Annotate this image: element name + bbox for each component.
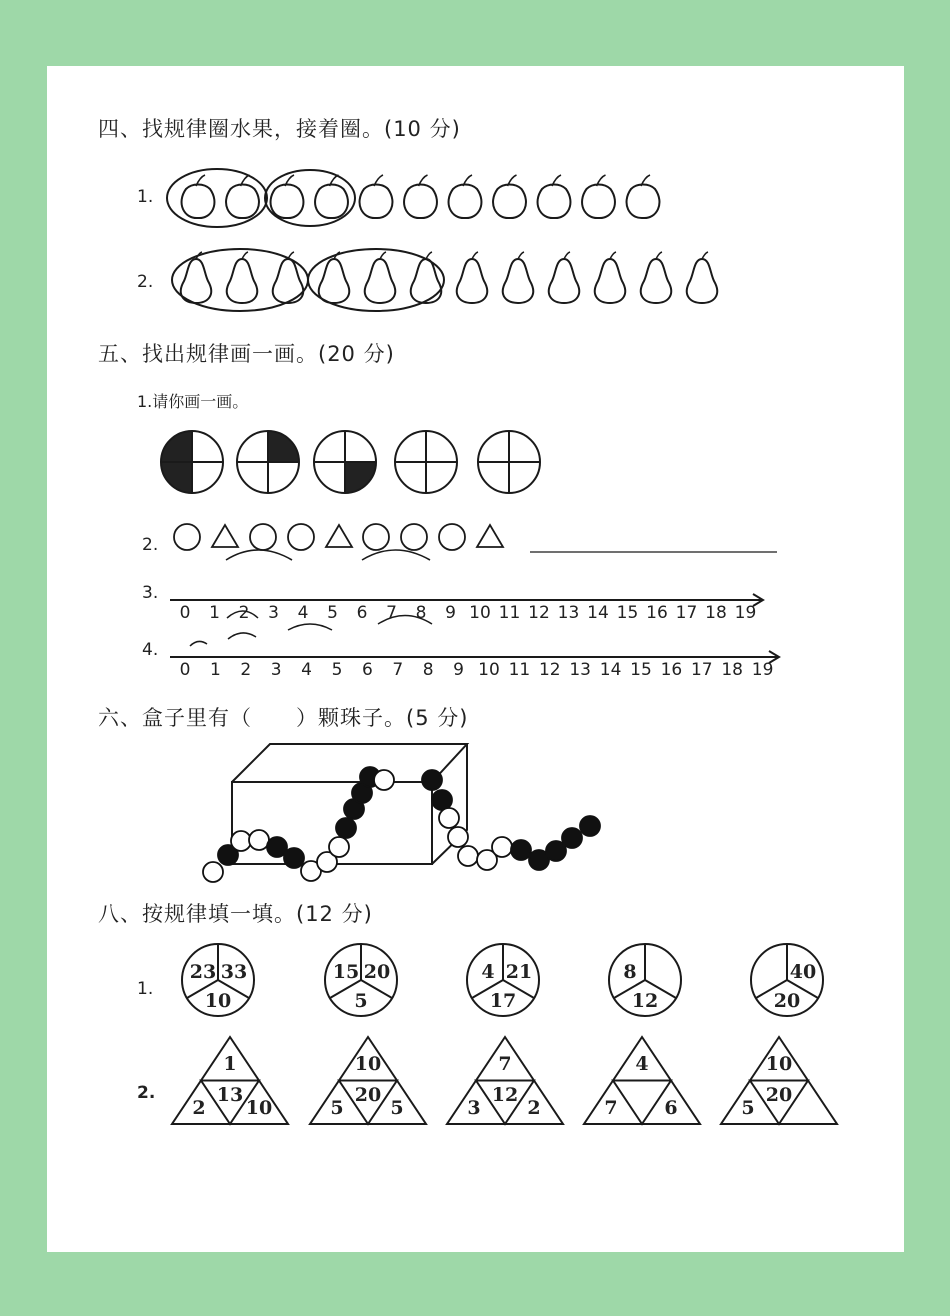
pear-icon xyxy=(181,259,211,303)
section-4-heading: 四、找规律圈水果，接着圈。(10 分) xyxy=(98,117,461,141)
tick-label: 6 xyxy=(356,603,368,623)
wheel-divider xyxy=(472,980,503,998)
inner-triangle xyxy=(750,1081,808,1125)
triangle-center-value: 20 xyxy=(354,1083,382,1106)
inner-triangle xyxy=(339,1081,397,1125)
pear-icon xyxy=(227,259,257,303)
apple-icon xyxy=(182,185,215,219)
black-bead xyxy=(511,840,531,860)
triangle-top-value: 1 xyxy=(223,1053,237,1075)
tick-label: 16 xyxy=(646,603,668,623)
pattern-arc xyxy=(362,550,430,560)
tick-label: 15 xyxy=(630,660,652,680)
q8-circles-label: 1. xyxy=(137,979,154,999)
white-bead xyxy=(439,808,459,828)
black-bead xyxy=(336,818,356,838)
apple-icon xyxy=(538,185,571,219)
tick-label: 19 xyxy=(751,660,774,680)
section-5-heading: 五、找出规律画一画。(20 分) xyxy=(98,342,395,366)
tick-label: 12 xyxy=(528,603,550,623)
circle-shape xyxy=(401,524,427,550)
inner-triangle xyxy=(476,1081,534,1125)
triangle-right-value: 6 xyxy=(664,1097,678,1119)
triangle-left-value: 5 xyxy=(741,1097,755,1119)
white-bead xyxy=(492,837,512,857)
triangle-shape xyxy=(326,525,352,547)
tick-label: 4 xyxy=(301,660,313,680)
white-bead xyxy=(203,862,223,882)
pear-stem xyxy=(426,252,432,259)
tick-label: 15 xyxy=(616,603,639,623)
wheel-bottom-value: 10 xyxy=(204,990,232,1012)
pear-icon xyxy=(457,259,487,303)
circle-shape xyxy=(363,524,389,550)
tick-label: 8 xyxy=(422,660,434,680)
inner-triangle xyxy=(201,1081,259,1125)
black-bead xyxy=(432,790,452,810)
white-bead xyxy=(374,770,394,790)
q5-sub3-label: 3. xyxy=(142,583,159,603)
wheel-top-right-value: 33 xyxy=(220,961,248,983)
apple-icon xyxy=(449,185,482,219)
tick-label: 3 xyxy=(268,603,279,623)
pear-stem xyxy=(242,252,248,259)
pear-icon xyxy=(641,259,671,303)
tick-label: 6 xyxy=(361,660,373,680)
black-bead xyxy=(562,828,582,848)
wheel-divider xyxy=(361,980,392,998)
wheel-divider xyxy=(503,980,534,998)
triangle-center-value: 12 xyxy=(491,1083,519,1106)
black-bead xyxy=(580,816,600,836)
tick-label: 8 xyxy=(415,603,427,623)
jump-arc xyxy=(288,624,332,630)
wheel-top-right-value: 20 xyxy=(363,961,391,983)
tick-label: 17 xyxy=(675,603,698,623)
apple-icon xyxy=(582,185,615,219)
white-bead xyxy=(458,846,478,866)
pear-stem xyxy=(610,252,616,259)
tick-label: 18 xyxy=(705,603,727,623)
wheel-divider xyxy=(787,980,818,998)
tick-label: 1 xyxy=(209,660,221,680)
tick-label: 13 xyxy=(569,660,592,680)
wheel-top-left-value: 23 xyxy=(189,961,217,983)
wheel-top-left-value: 8 xyxy=(623,961,637,983)
wheel-divider xyxy=(187,980,218,998)
pear-icon xyxy=(365,259,395,303)
jump-arc xyxy=(190,641,207,646)
wheel-top-right-value: 21 xyxy=(505,961,533,983)
pear-icon xyxy=(503,259,533,303)
jump-arc xyxy=(228,633,256,639)
q5-sub4-label: 4. xyxy=(142,640,159,660)
pear-stem xyxy=(702,252,708,259)
triangle-shape xyxy=(212,525,238,547)
black-bead xyxy=(284,848,304,868)
wheel-top-right-value: 40 xyxy=(789,961,817,983)
tick-label: 14 xyxy=(599,660,622,680)
triangle-right-value: 2 xyxy=(527,1097,541,1119)
triangle-top-value: 4 xyxy=(635,1053,649,1075)
tick-label: 2 xyxy=(240,660,252,680)
wheel-top-left-value: 4 xyxy=(481,961,495,983)
apple-icon xyxy=(226,185,259,219)
triangle-center-value: 13 xyxy=(216,1083,244,1106)
q8-triangles-label: 2. xyxy=(137,1083,156,1103)
wheel-bottom-value: 12 xyxy=(631,990,659,1012)
triangle-left-value: 2 xyxy=(192,1097,206,1119)
apple-icon xyxy=(627,185,660,219)
pear-stem xyxy=(656,252,662,259)
circle-shape xyxy=(174,524,200,550)
tick-label: 9 xyxy=(453,660,465,680)
tick-label: 2 xyxy=(238,603,250,623)
q4-row2-group-2 xyxy=(308,249,444,311)
wheel-bottom-value: 5 xyxy=(354,990,368,1012)
tick-label: 11 xyxy=(508,660,531,680)
apple-icon xyxy=(360,185,393,219)
tick-label: 5 xyxy=(327,603,338,623)
black-bead xyxy=(422,770,442,790)
white-bead xyxy=(231,831,251,851)
wheel-bottom-value: 17 xyxy=(489,990,517,1012)
pear-icon xyxy=(549,259,579,303)
triangle-left-value: 3 xyxy=(467,1097,481,1119)
triangle-right-value: 5 xyxy=(390,1097,404,1119)
tick-label: 3 xyxy=(270,660,282,680)
wheel-divider xyxy=(645,980,676,998)
tick-label: 10 xyxy=(478,660,500,680)
tick-label: 13 xyxy=(557,603,580,623)
wheel-top-left-value: 15 xyxy=(332,961,360,983)
tick-label: 0 xyxy=(179,660,191,680)
jump-arc xyxy=(227,611,258,618)
white-bead xyxy=(249,830,269,850)
wheel-divider xyxy=(756,980,787,998)
pear-stem xyxy=(472,252,478,259)
tick-label: 1 xyxy=(209,603,220,623)
triangle-top-value: 10 xyxy=(354,1053,382,1075)
circle-shape xyxy=(439,524,465,550)
tick-label: 7 xyxy=(392,660,404,680)
triangle-shape xyxy=(477,525,503,547)
tick-label: 0 xyxy=(179,603,191,623)
wheel-divider xyxy=(330,980,361,998)
tick-label: 12 xyxy=(538,660,561,680)
wheel-divider xyxy=(218,980,249,998)
tick-label: 17 xyxy=(690,660,713,680)
apple-icon xyxy=(404,185,437,219)
tick-label: 14 xyxy=(587,603,609,623)
q5-sub2-label: 2. xyxy=(142,535,159,555)
pear-icon xyxy=(595,259,625,303)
pear-stem xyxy=(380,252,386,259)
white-bead xyxy=(329,837,349,857)
triangle-left-value: 5 xyxy=(330,1097,344,1119)
section-8-heading: 八、按规律填一填。(12 分) xyxy=(98,902,373,926)
pear-icon xyxy=(687,259,717,303)
triangle-right-value: 10 xyxy=(245,1097,273,1119)
triangle-center-value: 20 xyxy=(765,1083,793,1106)
circle-shape xyxy=(288,524,314,550)
wheel-bottom-value: 20 xyxy=(773,990,801,1012)
pear-stem xyxy=(518,252,524,259)
tick-label: 11 xyxy=(498,603,521,623)
tick-label: 7 xyxy=(386,603,397,623)
q5-sub1-label: 1.请你画一画。 xyxy=(137,392,249,411)
triangle-top-value: 7 xyxy=(498,1053,512,1075)
triangle-top-value: 10 xyxy=(765,1053,793,1075)
jump-arc xyxy=(378,616,432,625)
tick-label: 19 xyxy=(734,603,757,623)
apple-icon xyxy=(271,185,304,219)
q4-row2-label: 2. xyxy=(137,272,154,292)
apple-icon xyxy=(315,185,348,219)
triangle-left-value: 7 xyxy=(604,1097,618,1119)
q4-row1-group-2 xyxy=(265,170,355,226)
tick-label: 9 xyxy=(445,603,456,623)
tick-label: 5 xyxy=(331,660,343,680)
pattern-arc xyxy=(226,550,292,560)
tick-label: 4 xyxy=(297,603,309,623)
tick-label: 16 xyxy=(660,660,683,680)
white-bead xyxy=(448,827,468,847)
pear-icon xyxy=(319,259,349,303)
pear-stem xyxy=(564,252,570,259)
section-6-heading: 六、盒子里有（ ）颗珠子。(5 分) xyxy=(98,706,469,730)
tick-label: 18 xyxy=(721,660,744,680)
wheel-divider xyxy=(614,980,645,998)
apple-icon xyxy=(493,185,526,219)
inner-triangle xyxy=(613,1081,671,1125)
q4-row1-label: 1. xyxy=(137,187,154,207)
tick-label: 10 xyxy=(469,603,491,623)
circle-shape xyxy=(250,524,276,550)
